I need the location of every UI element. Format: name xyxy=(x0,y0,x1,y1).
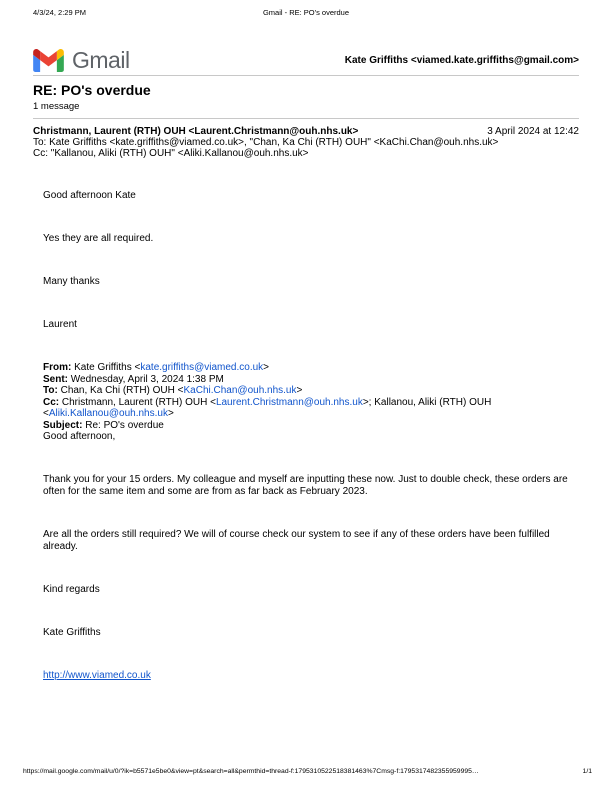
cc-line: Cc: "Kallanou, Aliki (RTH) OUH" <Aliki.Kallanou@ouh.nhs.uk> xyxy=(33,148,309,159)
sender-name: Christmann, Laurent (RTH) OUH <Laurent.Christmann@ouh.nhs.uk> xyxy=(33,126,359,137)
message-count: 1 message xyxy=(33,101,80,112)
quoted-body-signature: Kate Griffiths xyxy=(43,627,101,638)
message-header xyxy=(33,126,579,159)
quoted-to-line: To: Chan, Ka Chi (RTH) OUH <KaChi.Chan@ouh.nhs.uk> xyxy=(43,385,303,396)
quoted-subject-line: Subject: Re: PO's overdue xyxy=(43,419,164,431)
thread-divider xyxy=(33,118,579,119)
print-header xyxy=(0,8,612,17)
body-line: Yes they are all required. xyxy=(43,233,154,244)
gmail-logo xyxy=(33,47,130,74)
to-line: To: Kate Griffiths <kate.griffiths@viamed.co.uk>, "Chan, Ka Chi (RTH) OUH" <KaChi.Chan@ouh.nhs.uk> xyxy=(33,137,499,148)
gmail-m-icon xyxy=(33,49,64,72)
quoted-body-paragraph: Are all the orders still required? We will of course check our system to see if any of these orders have been fulfilled already. xyxy=(43,529,550,552)
quoted-cc-email-link-1[interactable]: Laurent.Christmann@ouh.nhs.uk xyxy=(215,396,363,408)
quoted-from-line: From: Kate Griffiths <kate.griffiths@viamed.co.uk> xyxy=(43,362,270,373)
quoted-header-block xyxy=(43,362,579,431)
body-greeting: Good afternoon Kate xyxy=(43,190,136,201)
body-line: Many thanks xyxy=(43,276,100,287)
quoted-cc-email-link-2[interactable]: Aliki.Kallanou@ouh.nhs.uk xyxy=(48,408,168,419)
sender-row xyxy=(33,126,579,137)
message-date: 3 April 2024 at 12:42 xyxy=(487,126,579,137)
viamed-website-link[interactable]: http://www.viamed.co.uk xyxy=(43,670,151,681)
quoted-cc-line: Cc: Christmann, Laurent (RTH) OUH <Laurent.Christmann@ouh.nhs.uk>; Kallanou, Aliki (RTH) OUH <Aliki.Kallanou@ouh.nhs.uk> xyxy=(43,396,492,419)
quoted-sent-line: Sent: Wednesday, April 3, 2024 1:38 PM xyxy=(43,373,224,385)
gmail-header xyxy=(33,45,579,75)
thread-subject: RE: PO's overdue xyxy=(33,82,151,98)
print-datetime: 4/3/24, 2:29 PM xyxy=(33,8,86,17)
gmail-logo-text: Gmail xyxy=(72,46,130,73)
header-divider xyxy=(33,75,579,76)
quoted-from-email-link[interactable]: kate.griffiths@viamed.co.uk xyxy=(140,362,264,373)
print-page-indicator: 1/1 xyxy=(582,768,592,775)
quoted-to-email-link[interactable]: KaChi.Chan@ouh.nhs.uk xyxy=(183,385,297,396)
quoted-body-greeting: Good afternoon, xyxy=(43,431,116,442)
print-footer-url: https://mail.google.com/mail/u/0/?ik=b5571e5be0&view=pt&search=all&permthid=thread-f:1795310522518381463%7Cmsg-f:1795317482355959995… xyxy=(23,768,479,775)
website-line xyxy=(43,670,579,682)
account-email: Kate Griffiths <viamed.kate.griffiths@gmail.com> xyxy=(344,54,579,66)
message-body xyxy=(43,190,579,682)
quoted-body-regards: Kind regards xyxy=(43,584,100,595)
body-signature: Laurent xyxy=(43,319,77,330)
print-doc-title: Gmail - RE: PO's overdue xyxy=(262,8,350,17)
quoted-body-paragraph: Thank you for your 15 orders. My colleague and myself are inputting these now. Just to double check, these orders are often for the same item and some are from as far back as February 2023. xyxy=(43,474,568,497)
email-print-content xyxy=(33,45,579,713)
